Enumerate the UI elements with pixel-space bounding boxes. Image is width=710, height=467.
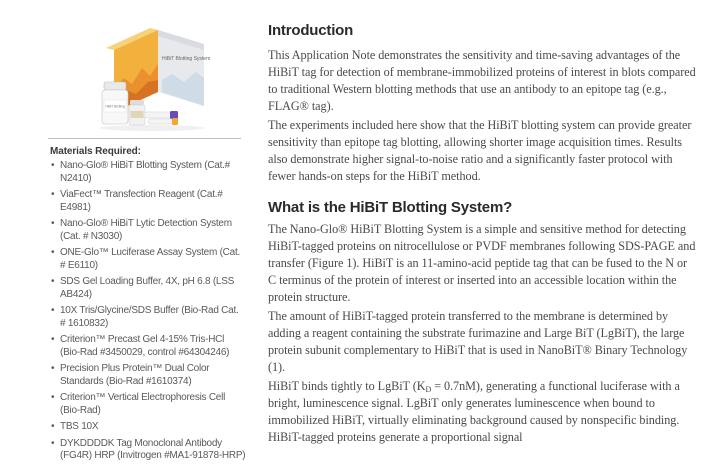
- kd-subscript: D: [425, 385, 432, 394]
- material-item: • TBS 10X: [50, 421, 246, 433]
- intro-paragraph-2: The experiments included here show that the HiBiT blotting system can provide greater sensitivity than epitope tag blotting, allowing shorter image acquisition times. Results also demonstrate higher signal-to-noise ratio and a significantly faster protocol with fewer hands-on steps for the HiBiT method.: [268, 118, 692, 183]
- introduction-heading: Introduction: [268, 22, 354, 39]
- material-item: • ViaFect™ Transfection Reagent (Cat.# E4981): [50, 189, 246, 214]
- material-item: • DYKDDDDK Tag Monoclonal Antibody (FG4R) HRP (Invitrogen #MA1-91878-HRP): [50, 438, 246, 463]
- material-item: • Criterion™ Precast Gel 4-15% Tris-HCl (Bio-Rad #3450029, control #64304246): [50, 334, 246, 359]
- box-label: HiBiT Blotting System: [162, 56, 211, 62]
- material-item: • Nano-Glo® HiBiT Lytic Detection System (Cat. # N3030): [50, 218, 246, 243]
- sidebar: [0, 0, 250, 462]
- materials-list: [50, 160, 246, 462]
- bottle-label: HiBiT Blotting: [105, 104, 125, 109]
- sidebar-divider: [48, 138, 241, 139]
- what-paragraph-1: The Nano-Glo® HiBiT Blotting System is a simple and sensitive method for detecting HiBiT-tagged proteins on nitrocellulose or PVDF membranes following SDS-PAGE and transfer (Figure 1). HiBiT is an 11-amino-acid peptide tag that can be fused to the N or C terminus of the protein of interest or inserted into an accessible location within the protein structure.: [268, 222, 696, 304]
- material-item: • Criterion™ Vertical Electrophoresis Cell (Bio-Rad): [50, 392, 246, 417]
- material-item: • Precision Plus Protein™ Dual Color Standards (Bio-Rad #1610374): [50, 363, 246, 388]
- what-p3-text-b: = 0.7nM), generating a functional luciferase with a bright, luminescence signal. LgBiT only generates luminescence when bound to immobilized HiBiT, virtually eliminating background caused by nonspecific binding. HiBiT-tagged proteins generate a proportional signal: [268, 379, 680, 444]
- what-p3-text-a: HiBiT binds tightly to LgBiT (K: [268, 379, 426, 393]
- what-paragraph-2: The amount of HiBiT-tagged protein transferred to the membrane is determined by adding a reagent containing the substrate furimazine and Large BiT (LgBiT), the large protein subunit complementary to HiBiT that is used in NanoBiT® Binary Technology (1).: [268, 309, 688, 374]
- material-item: • Nano-Glo® HiBiT Blotting System (Cat.# N2410): [50, 160, 246, 185]
- product-image: [92, 20, 242, 138]
- materials-heading: Materials Required:: [50, 146, 141, 157]
- intro-paragraph-1: This Application Note demonstrates the sensitivity and time-saving advantages of the HiBiT tag for detection of membrane-immobilized proteins of interest in blots compared to traditional Western blotting methods that use an antibody to an epitope tag (e.g., FLAG® tag).: [268, 48, 696, 113]
- material-item: • 10X Tris/Glycine/SDS Buffer (Bio-Rad Cat. # 1610832): [50, 305, 246, 330]
- materials-list-section: [50, 146, 246, 467]
- what-is-hibit-heading: What is the HiBiT Blotting System?: [268, 199, 513, 216]
- material-item: • ONE-Glo™ Luciferase Assay System (Cat. # E6110): [50, 247, 246, 272]
- what-paragraph-3: [268, 378, 696, 446]
- material-item: • SDS Gel Loading Buffer, 4X, pH 6.8 (LSS AB424): [50, 276, 246, 301]
